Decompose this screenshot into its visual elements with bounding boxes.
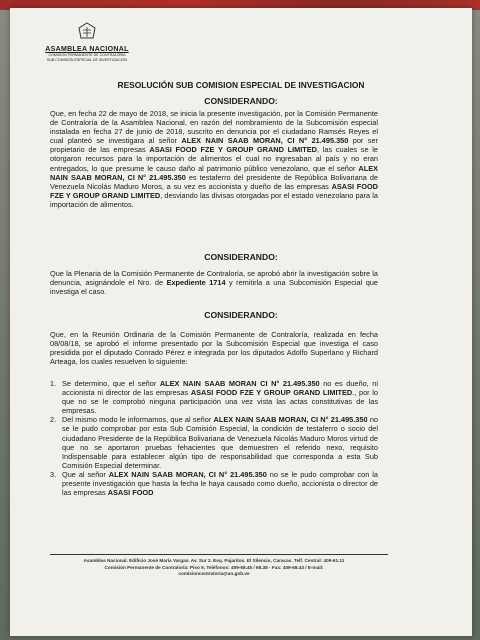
list-item: 1. Se determino, que el señor ALEX NAIN SAAB MORAN CI N° 21.495.350 no es dueño, ni accionista ni director de las empresas ASASI FOOD FZE Y GROUP GRAND LIMITED., por lo que no se le comprobó ninguna participación una vez vista las actas constitutivas de las empresas.: [50, 379, 379, 416]
document-page: [10, 8, 472, 636]
considerando-heading-1: CONSIDERANDO:: [204, 96, 278, 106]
org-subtitle-2: SUB COMISIÓN ESPECIAL DE INVESTIGACIÓN: [46, 57, 128, 62]
letterhead: [32, 22, 142, 62]
list-item: 2. Del mismo modo le informamos, que al señor ALEX NAIN SAAB MORAN, CI N° 21.495.350 no se le pudo comprobar por esta Sub Comisión Especial, la condición de testaferro o socio del ciudadano Presidente de la República Bolivariana de Venezuela Nicolás Maduro Moros virtud de que no se aportaron pruebas fehacientes que demuestren el referido nexo, requisito Indispensable para establecer algún tipo de responsabilidad que corresponda a esta Sub Comisión Especial determinar.: [50, 415, 378, 470]
document-title: RESOLUCIÓN SUB COMISION ESPECIAL DE INVESTIGACION: [117, 80, 365, 90]
org-subtitle-1: COMISIÓN PERMANENTE DE CONTRALORÍA: [48, 53, 126, 57]
org-name: ASAMBLEA NACIONAL: [45, 46, 129, 53]
considerando-heading-3: CONSIDERANDO:: [204, 310, 278, 320]
footer: [34, 558, 394, 578]
paragraph-3-intro: Que, en la Reunión Ordinaria de la Comisión Permanente de Contraloría, realizada en fecha 08/08/18, se aprobó el informe presentado por la Subcomisión Especial que investiga el caso presidida por el diputado Conrado Pérez e integrada por los diputados Adolfo Superlano y Richard Arteaga, los cuales resuelven lo siguiente:: [50, 330, 378, 367]
resolution-list: [50, 379, 378, 497]
national-seal-icon: [76, 22, 98, 40]
paragraph-2: Que la Plenaria de la Comisión Permanente de Contraloría, se aprobó abrir la investigación sobre la denuncia, asignándole el Nro. de Expediente 1714 y remitirla a una Subcomisión Especial que investiga el caso.: [50, 269, 378, 297]
list-item: 3. Que al señor ALEX NAIN SAAB MORAN, CI N° 21.495.350 no se le pudo comprobar con la presente investigación que hasta la fecha le haya causado como dueño, accionista o director de las empresas ASASI FOOD: [50, 469, 378, 498]
footer-divider: [50, 554, 388, 555]
considerando-heading-2: CONSIDERANDO:: [204, 252, 278, 262]
footer-address: Asamblea Nacional. Edificio José María Vargas. Av. Sur 2. Esq. Pajaritos. El Silencio, Caracas. Telf. Central: 409-61.11: [83, 558, 345, 563]
paragraph-1: Que, en fecha 22 de mayo de 2018, se inicia la presente investigación, por la Comisión Permanente de Contraloría de la Asamblea Nacional, en razón del nombramiento de la Subcomisión especial instalada en fecha 27 de junio de 2018, suscrito en denuncia por el ciudadano Ramsés Reyes el cual planteó se investigara al señor ALEX NAIN SAAB MORAN, CI N° 21.495.350 por ser propietario de las empresas ASASI FOOD FZE Y GROUP GRAND LIMITED, las cuales se le otorgaron recursos para la importación de alimentos el cual no ingresaban al país y no eran entregados, lo que presume le causo daño al patrimonio público venezolano, que el señor ALEX NAIN SAAB MORAN, CI N° 21.495.350 es testaferro del presidente de República Bolivariana de Venezuela Nicolás Maduro Moros, a su vez es accionista y dueño de las empresas ASASI FOOD FZE Y GROUP GRAND LIMITED, desviando las divisas otorgadas por el estado venezolano para la importación de alimentos.: [50, 109, 379, 209]
footer-contact: Comisión Permanente de Contraloría: Piso 9, Teléfonos: 409-68.45 / 68.38 - Fax: 409-68.43 / E-mail:: [104, 564, 324, 570]
footer-email: comisioncontraloria@an.gob.ve: [178, 571, 250, 577]
